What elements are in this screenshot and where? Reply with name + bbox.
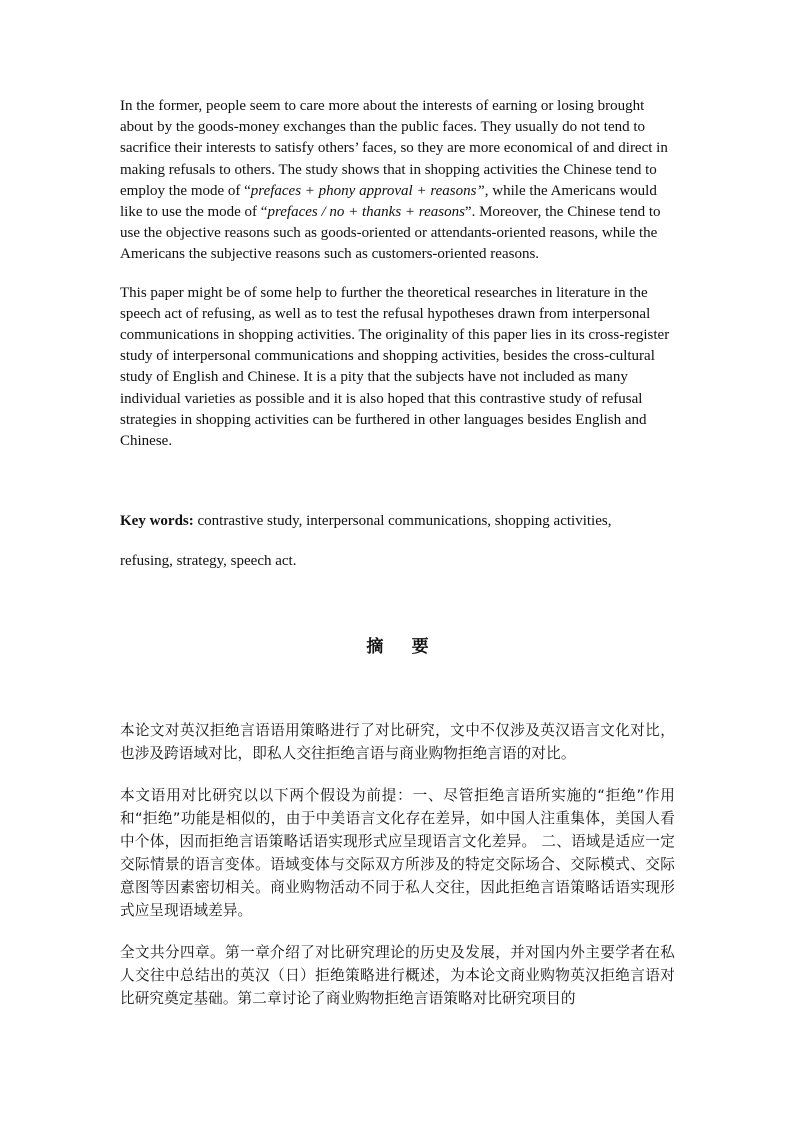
- text-run: This paper might be of some help to further the theoretical researches in literature in the speech act of refusing, as well as to test the refusal hypotheses drawn from interpersonal communications in shopping activities. The originality of this paper lies in its cross-register study of interpersonal communications and shopping activities, besides the cross-cultural study of English and Chinese. It is a pity that the subjects have not included as many individual varieties as possible and it is also hoped that this contrastive study of refusal strategies in shopping activities can be furthered in other languages besides English and Chinese.: [120, 284, 670, 450]
- abstract-title: 摘 要: [366, 637, 441, 657]
- keywords-label: Key words:: [120, 513, 194, 530]
- text-run: , while the Americans would like to use the mode of “: [120, 182, 657, 221]
- text-run: ”. Moreover, the Chinese tend to use the objective reasons such as goods-oriented or attendants-oriented reasons, while the Americans the subjective reasons such as customers-oriented reasons.: [120, 204, 661, 263]
- chinese-paragraph-3: 全文共分四章。第一章介绍了对比研究理论的历史及发展，并对国内外主要学者在私人交往中总结出的英汉（日）拒绝策略进行概述，为本论文商业购物英汉拒绝言语对比研究奠定基础。第二章讨论了商业购物拒绝言语策略对比研究项目的: [120, 944, 675, 1008]
- english-paragraph-2: [120, 283, 675, 453]
- keywords-section: [120, 511, 675, 572]
- keywords-line-2: refusing, strategy, speech act.: [120, 553, 297, 570]
- keywords-line-1: [120, 511, 675, 532]
- italic-text-run: prefaces + phony approval + reasons”: [250, 182, 485, 199]
- english-paragraph-1: [120, 96, 675, 266]
- keywords-text: contrastive study, interpersonal communications, shopping activities,: [193, 513, 612, 530]
- document-page: [120, 96, 675, 1010]
- text-run: In the former, people seem to care more about the interests of earning or losing brought about by the goods-money exchanges than the public faces. They usually do not tend to sacrifice their interests to satisfy others’ faces, so they are more economical of and direct in making refusals to others. The study shows that in shopping activities the Chinese tend to employ the mode of “: [120, 98, 668, 199]
- italic-text-run: prefaces / no + thanks + reasons: [267, 204, 465, 221]
- chinese-paragraph-2: 本文语用对比研究以以下两个假设为前提：一、尽管拒绝言语所实施的“拒绝”作用和“拒绝”功能是相似的，由于中美语言文化存在差异，如中国人注重集体，美国人看中个体，因而拒绝言语策略话语实现形式应呈现语言文化差异。 二、语域是适应一定交际情景的语言变体。语域变体与交际双方所涉及的特定交际场合、交际模式、交际意图等因素密切相关。商业购物活动不同于私人交往，因此拒绝言语策略话语实现形式应呈现语域差异。: [120, 787, 675, 920]
- chinese-paragraph-1: 本论文对英汉拒绝言语语用策略进行了对比研究，文中不仅涉及英汉语言文化对比，也涉及跨语域对比，即私人交往拒绝言语与商业购物拒绝言语的对比。: [120, 722, 675, 763]
